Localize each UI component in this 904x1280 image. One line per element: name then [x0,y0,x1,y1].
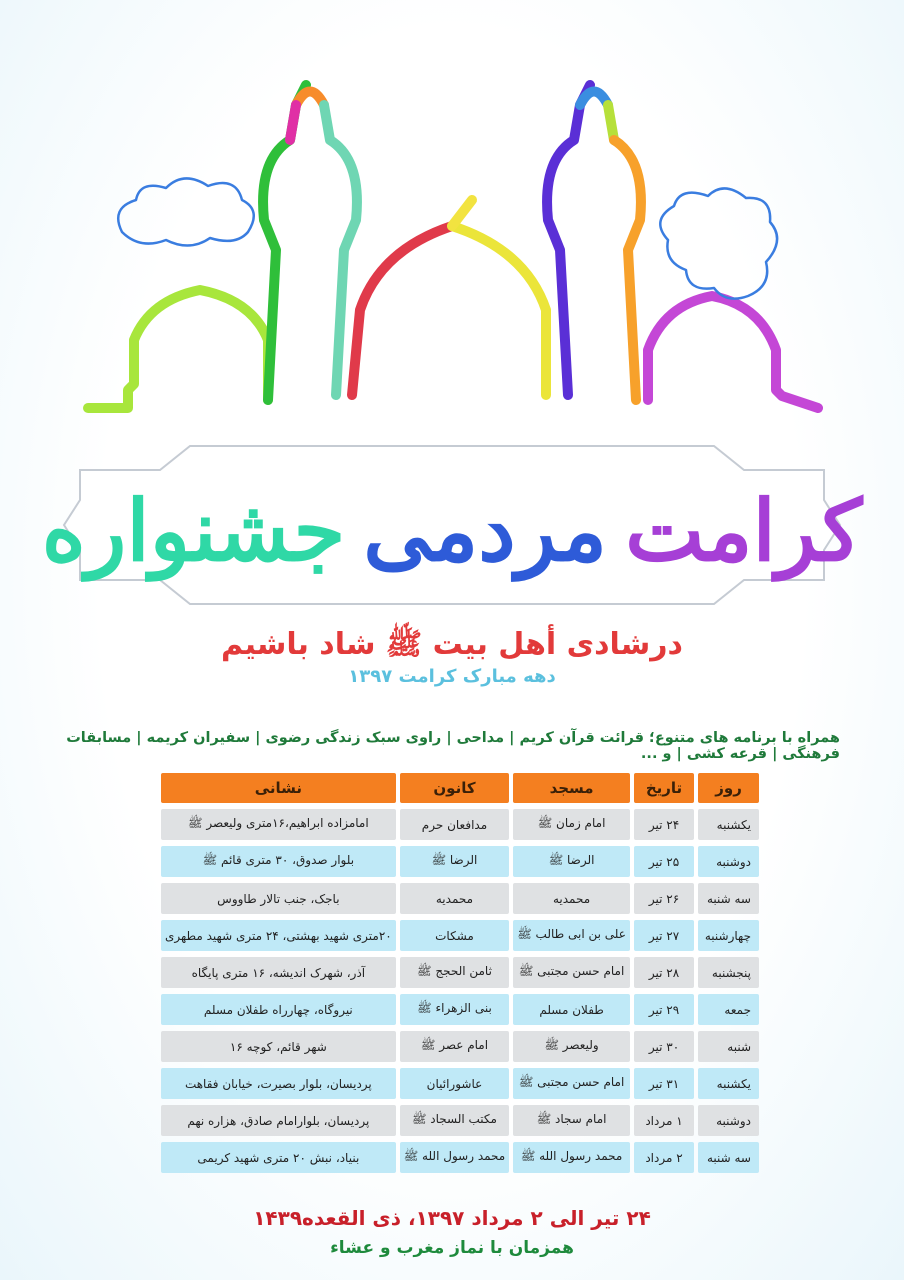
cell-address: بلوار صدوق، ۳۰ متری قائم ﷺ [161,846,396,877]
cell-date: ۲۴ تیر [634,809,694,840]
schedule-table [157,767,763,1179]
cell-day: جمعه [698,994,759,1025]
left-cloud [118,178,254,245]
cell-day: سه شنبه [698,1142,759,1173]
table-row [161,957,759,988]
header-address: نشانی [161,773,396,803]
title-word-2: مردمی [363,480,608,580]
center-dome-left [352,226,452,395]
header-center: کانون [400,773,510,803]
cell-center: مشکات [400,920,510,951]
header-date: تاریخ [634,773,694,803]
cell-center: مکتب السجاد ﷺ [400,1105,510,1136]
cell-mosque: محمد رسول الله ﷺ [513,1142,630,1173]
right-dome-outline [648,296,818,408]
cell-address: نیروگاه، چهارراه طفلان مسلم [161,994,396,1025]
cell-center: مدافعان حرم [400,809,510,840]
right-minaret-left-edge [547,85,590,395]
cell-date: ۲۶ تیر [634,883,694,914]
cell-day: سه شنبه [698,883,759,914]
cell-date: ۳۱ تیر [634,1068,694,1099]
table-header-row [161,773,759,803]
table-row [161,1105,759,1136]
table-row [161,1068,759,1099]
cell-address: شهر قائم، کوچه ۱۶ [161,1031,396,1062]
cell-address: بنیاد، نبش ۲۰ متری شهید کریمی [161,1142,396,1173]
cell-date: ۳۰ تیر [634,1031,694,1062]
cell-date: ۲ مرداد [634,1142,694,1173]
cell-mosque: امام حسن مجتبی ﷺ [513,957,630,988]
footer-dates: ۲۴ تیر الی ۲ مرداد ۱۳۹۷، ذی القعده۱۴۳۹ [253,1206,651,1230]
cell-mosque: محمدیه [513,883,630,914]
footer-time: همزمان با نماز مغرب و عشاء [330,1238,574,1258]
cell-day: یکشنبه [698,809,759,840]
programs-intro: همراه با برنامه های متنوع؛ قرائت قرآن کریم | مداحی | راوی سبک زندگی رضوی | سفیران کریمه | مسابقات فرهنگی | قرعه کشی | و ... [66,730,840,762]
cell-date: ۲۸ تیر [634,957,694,988]
cell-mosque: علی بن ابی طالب ﷺ [513,920,630,951]
cell-address: پردیسان، بلوار بصیرت، خیابان فقاهت [161,1068,396,1099]
cell-day: دوشنبه [698,1105,759,1136]
table-row [161,846,759,877]
cell-day: پنجشنبه [698,957,759,988]
cell-mosque: ولیعصر ﷺ [513,1031,630,1062]
left-minaret-band [290,105,296,140]
center-dome-finial [452,200,472,226]
right-minaret-band [608,105,614,140]
cell-center: ثامن الحجج ﷺ [400,957,510,988]
cell-center: امام عصر ﷺ [400,1031,510,1062]
cell-center: محمدیه [400,883,510,914]
cell-date: ۲۹ تیر [634,994,694,1025]
cell-address: ۲۰متری شهید بهشتی، ۲۴ متری شهید مطهری [161,920,396,951]
title-word-3: کرامت [625,480,863,580]
right-minaret-right-edge [614,140,641,400]
header-day: روز [698,773,759,803]
cell-day: دوشنبه [698,846,759,877]
cell-center: الرضا ﷺ [400,846,510,877]
cell-mosque: الرضا ﷺ [513,846,630,877]
cell-center: عاشورائیان [400,1068,510,1099]
cell-day: شنبه [698,1031,759,1062]
mosque-illustration [0,0,904,450]
cell-center: محمد رسول الله ﷺ [400,1142,510,1173]
cell-center: بنی الزهراء ﷺ [400,994,510,1025]
table-row [161,1031,759,1062]
cell-mosque: امام سجاد ﷺ [513,1105,630,1136]
subtitle: درشادی أهل بیت ﷺ شاد باشیم [221,627,683,662]
cell-date: ۲۵ تیر [634,846,694,877]
festival-title [41,470,863,590]
cell-day: چهارشنبه [698,920,759,951]
center-dome-right [452,226,546,395]
cell-address: امامزاده ابراهیم،۱۶متری ولیعصر ﷺ [161,809,396,840]
subtitle-year: دهه مبارک کرامت ۱۳۹۷ [348,666,556,687]
table-row [161,920,759,951]
table-row [161,1142,759,1173]
left-minaret-left-edge [263,85,306,400]
cell-mosque: طفلان مسلم [513,994,630,1025]
cell-date: ۲۷ تیر [634,920,694,951]
header-mosque: مسجد [513,773,630,803]
title-word-1: جشنواره [41,480,346,580]
left-dome-outline [88,290,268,408]
cell-address: باجک، جنب تالار طاووس [161,883,396,914]
cell-date: ۱ مرداد [634,1105,694,1136]
cell-address: پردیسان، بلوارامام صادق، هزاره نهم [161,1105,396,1136]
cell-day: یکشنبه [698,1068,759,1099]
right-cloud [660,188,777,298]
table-row [161,883,759,914]
table-row [161,994,759,1025]
cell-address: آذر، شهرک اندیشه، ۱۶ متری پایگاه [161,957,396,988]
table-row [161,809,759,840]
cell-mosque: امام زمان ﷺ [513,809,630,840]
cell-mosque: امام حسن مجتبی ﷺ [513,1068,630,1099]
